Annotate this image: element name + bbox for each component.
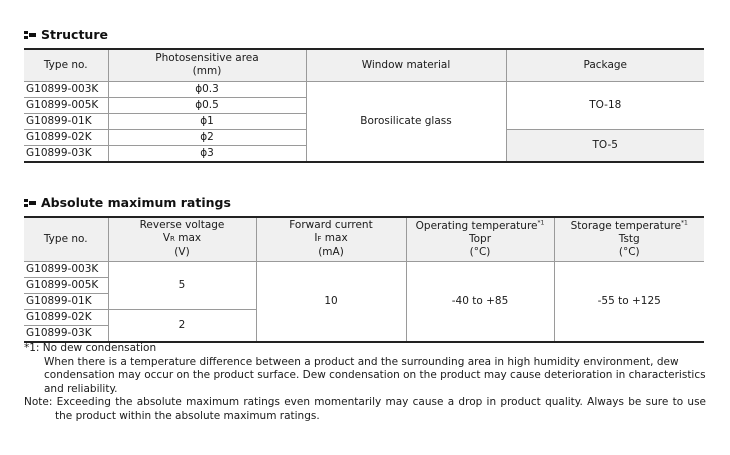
structure-type-cell: G10899-003K [24,81,108,97]
operating-temperature-cell: -40 to +85 [406,261,554,342]
structure-table [24,48,704,163]
structure-area-cell: ϕ0.5 [108,97,306,113]
header-op-symbol: Topr [468,232,492,245]
header-rv-unit: (V) [174,246,190,259]
header-area-unit: (mm) [192,65,222,78]
header-storage-temperature [554,217,704,261]
header-package: Package [506,49,704,81]
window-material-cell: Borosilicate glass [306,81,506,162]
header-fc-unit: (mA) [318,246,344,259]
reverse-voltage-cell: 5 [108,261,256,309]
header-rv-symbol: V [162,232,171,245]
header-rv-subscript: R [170,235,175,244]
header-op-unit: (°C) [469,245,491,258]
header-st-label: Storage temperature [570,219,682,232]
structure-title: Structure [41,27,108,42]
header-type-no: Type no. [24,49,108,81]
footnote-1-title: *1: No dew condensation [24,342,157,354]
header-st-unit: (°C) [618,245,640,258]
ratings-type-cell: G10899-03K [24,325,108,342]
section-marker-icon [24,30,37,40]
footnote-1-body: When there is a temperature difference between a product and the surrounding area in high humidity environment, dew condensation may occur on the product surface. Dew condensation on the product may cause deterioration in characteristics and reliability. [44,355,706,395]
structure-area-cell: ϕ0.3 [108,81,306,97]
header-window-material: Window material [306,49,506,81]
package-to5-cell: TO-5 [506,129,704,162]
structure-type-cell: G10899-03K [24,145,108,162]
header-fc-label: Forward current [289,219,373,232]
footnote-mark: *1 [681,219,688,227]
structure-area-cell: ϕ1 [108,113,306,129]
header-forward-current [256,217,406,261]
storage-temperature-cell: -55 to +125 [554,261,704,342]
ratings-table [24,216,704,343]
header-fc-subscript: F [317,235,322,244]
ratings-type-cell: G10899-01K [24,293,108,309]
header-type-no: Type no. [24,217,108,261]
header-area-line1: Photosensitive area [155,52,259,65]
structure-area-cell: ϕ3 [108,145,306,162]
structure-type-cell: G10899-005K [24,97,108,113]
header-reverse-voltage [108,217,256,261]
section-marker-icon [24,198,37,208]
header-op-label: Operating temperature [415,219,538,232]
header-st-symbol: Tstg [618,232,640,245]
structure-type-cell: G10899-01K [24,113,108,129]
header-operating-temperature [406,217,554,261]
ratings-heading [24,195,231,210]
header-photosensitive-area [108,49,306,81]
reverse-voltage-cell: 2 [108,309,256,342]
structure-heading [24,27,108,42]
ratings-title: Absolute maximum ratings [41,195,231,210]
structure-type-cell: G10899-02K [24,129,108,145]
header-rv-label: Reverse voltage [139,219,225,232]
ratings-type-cell: G10899-003K [24,261,108,277]
header-fc-tail: max [321,232,348,245]
ratings-type-cell: G10899-02K [24,309,108,325]
footnote-mark: *1 [537,219,545,227]
header-fc-symbol: I [314,232,318,245]
package-to18-cell: TO-18 [506,81,704,129]
structure-area-cell: ϕ2 [108,129,306,145]
notes-block [24,342,706,423]
note-ratings: Note: Exceeding the absolute maximum ratings even momentarily may cause a drop in product quality. Always be sure to use the product within the absolute maximum ratings. [24,396,706,422]
header-rv-tail: max [174,232,202,245]
ratings-type-cell: G10899-005K [24,277,108,293]
forward-current-cell: 10 [256,261,406,342]
